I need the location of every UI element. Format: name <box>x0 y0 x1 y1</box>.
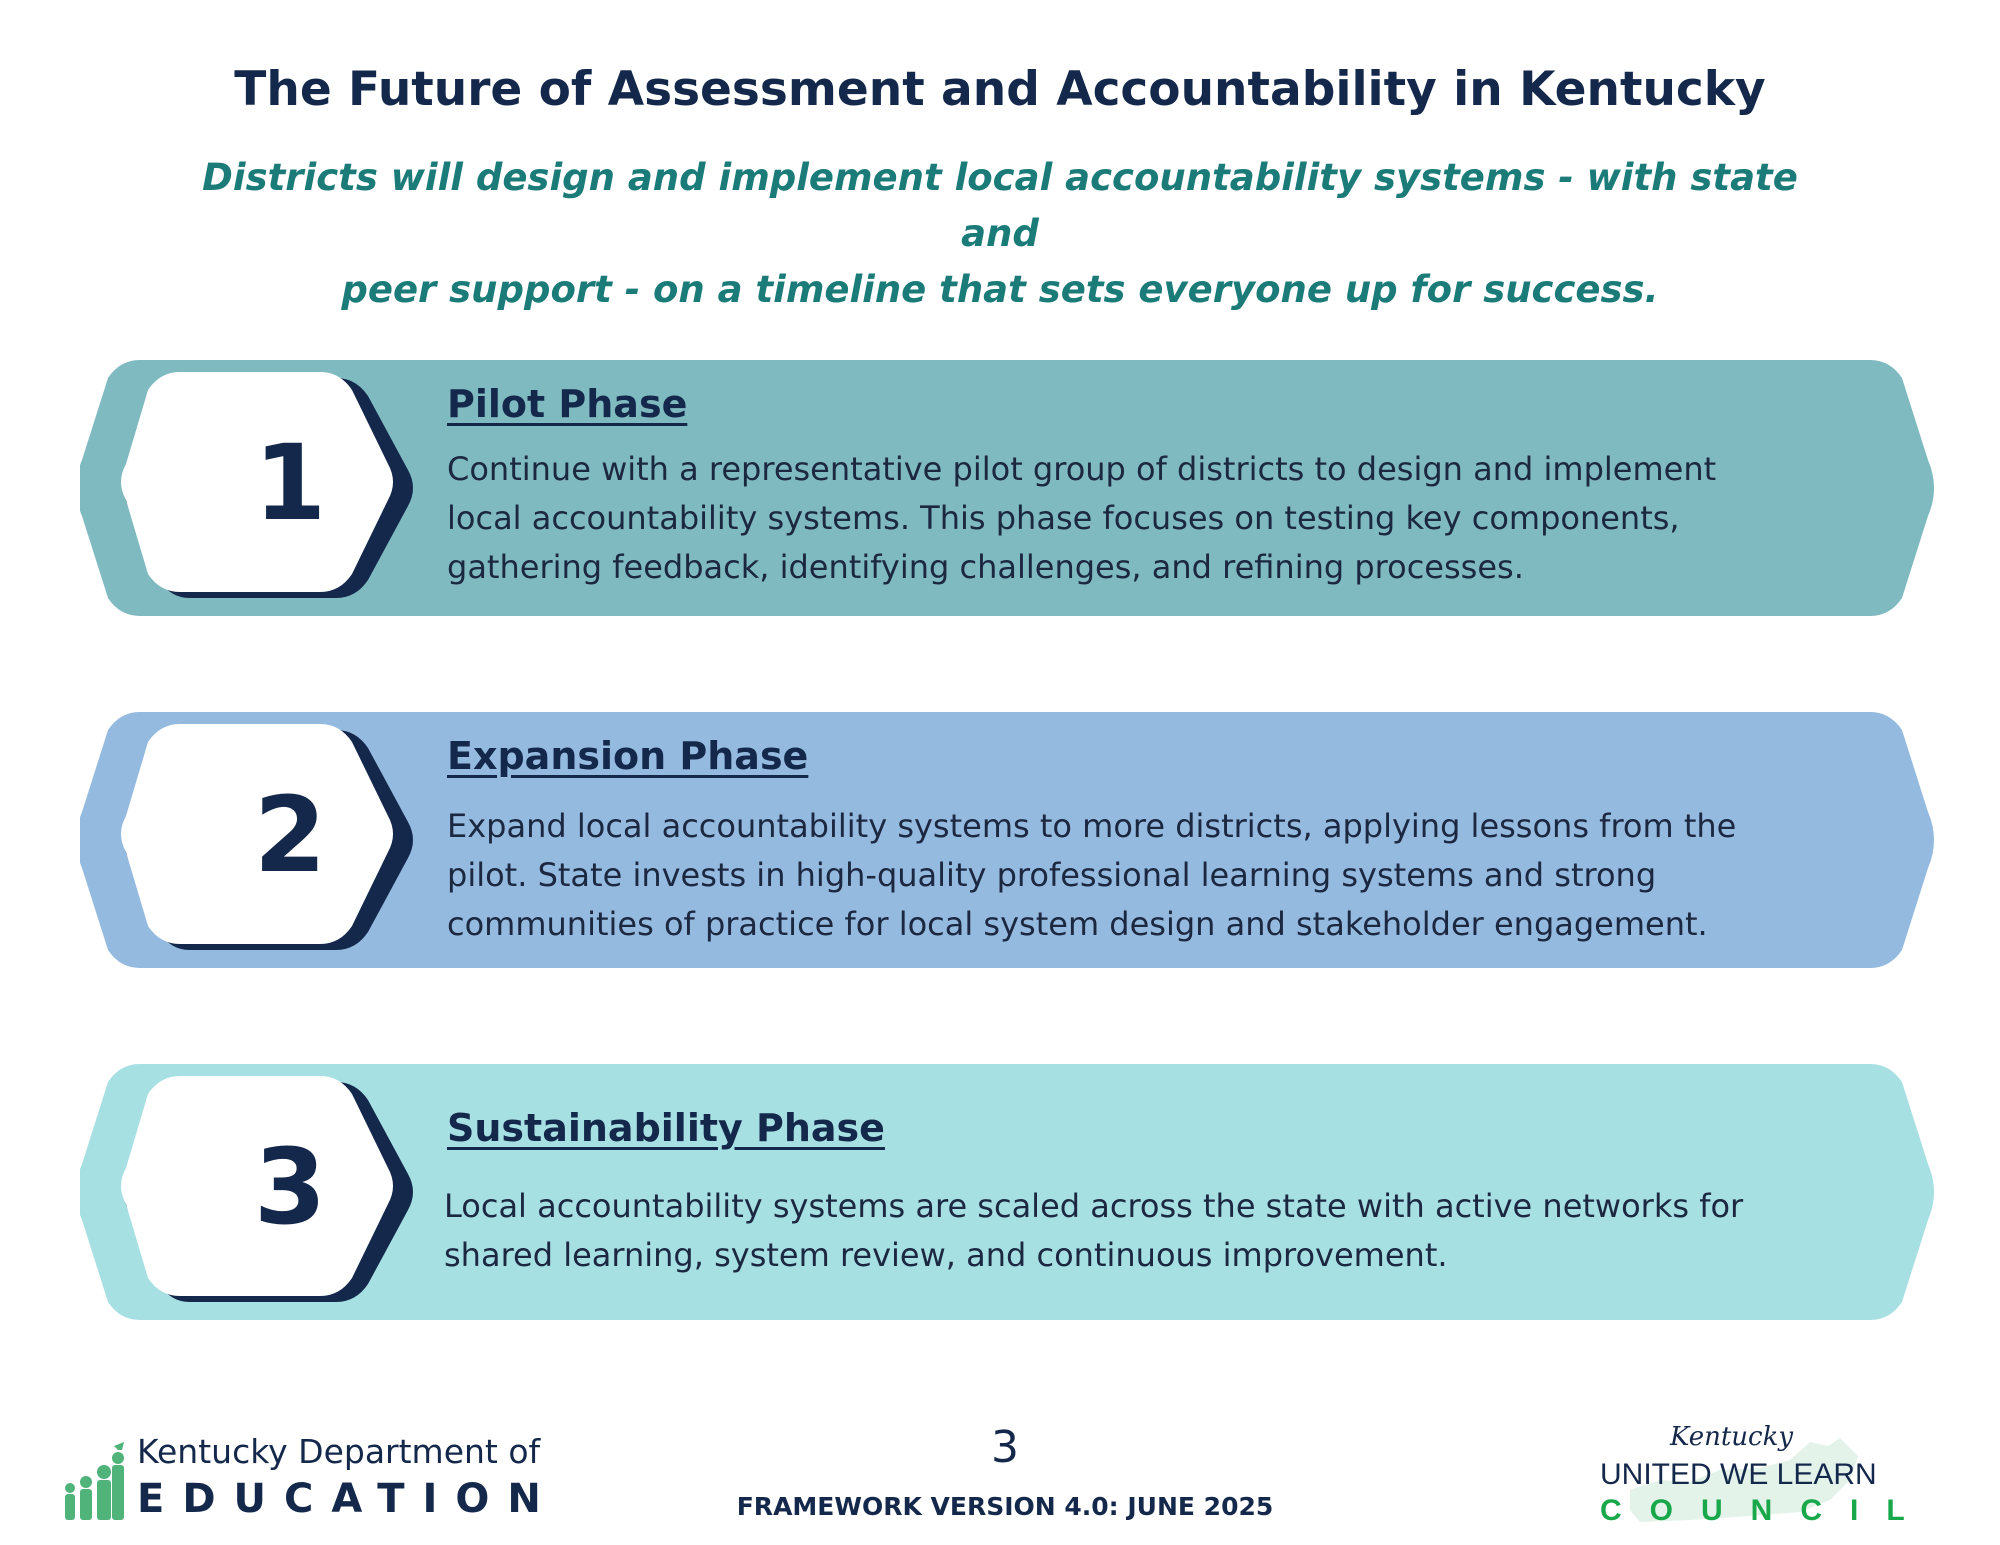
page-subtitle <box>200 150 1800 318</box>
phase-title: Sustainability Phase <box>447 1106 885 1150</box>
description-line: pilot. State invests in high-quality professional learning systems and strong <box>447 856 1657 894</box>
description-line: Expand local accountability systems to more districts, applying lessons from the <box>447 807 1737 845</box>
phase-number: 1 <box>253 422 327 544</box>
phase-card-expansion <box>80 712 1940 968</box>
phase-description <box>444 1182 1864 1280</box>
subtitle-line-2: peer support - on a timeline that sets everyone up for success. <box>341 268 1659 311</box>
description-line: communities of practice for local system design and stakeholder engagement. <box>447 905 1708 943</box>
kde-name-line2: EDUCATION <box>137 1476 559 1522</box>
subtitle-line-1: Districts will design and implement local accountability systems - with state and <box>202 156 1798 255</box>
uwl-name-line: UNITED WE LEARN <box>1600 1458 1877 1491</box>
uwl-council-logo <box>1600 1420 1933 1530</box>
phase-title: Pilot Phase <box>447 382 688 426</box>
phase-number: 3 <box>253 1126 327 1248</box>
page-number: 3 <box>991 1422 1019 1473</box>
description-line: Local accountability systems are scaled across the state with active networks for <box>444 1187 1744 1225</box>
uwl-script-text: Kentucky <box>1670 1422 1794 1452</box>
phase-card-pilot <box>80 360 1940 616</box>
description-line: local accountability systems. This phase focuses on testing key components, <box>447 499 1680 537</box>
description-line: gathering feedback, identifying challenges, and refining processes. <box>447 548 1524 586</box>
description-line: Continue with a representative pilot group of districts to design and implement <box>447 450 1717 488</box>
uwl-council-line: COUNCIL <box>1600 1494 1933 1527</box>
phase-card-sustainability <box>80 1064 1940 1320</box>
phase-number: 2 <box>253 774 327 896</box>
page-title: The Future of Assessment and Accountability in Kentucky <box>234 62 1766 117</box>
phase-title: Expansion Phase <box>447 734 809 778</box>
description-line: shared learning, system review, and continuous improvement. <box>444 1236 1448 1274</box>
phase-description <box>447 445 1867 592</box>
framework-version: FRAMEWORK VERSION 4.0: JUNE 2025 <box>736 1492 1274 1521</box>
phase-description <box>447 802 1867 949</box>
kde-name-line1: Kentucky Department of <box>137 1432 541 1471</box>
